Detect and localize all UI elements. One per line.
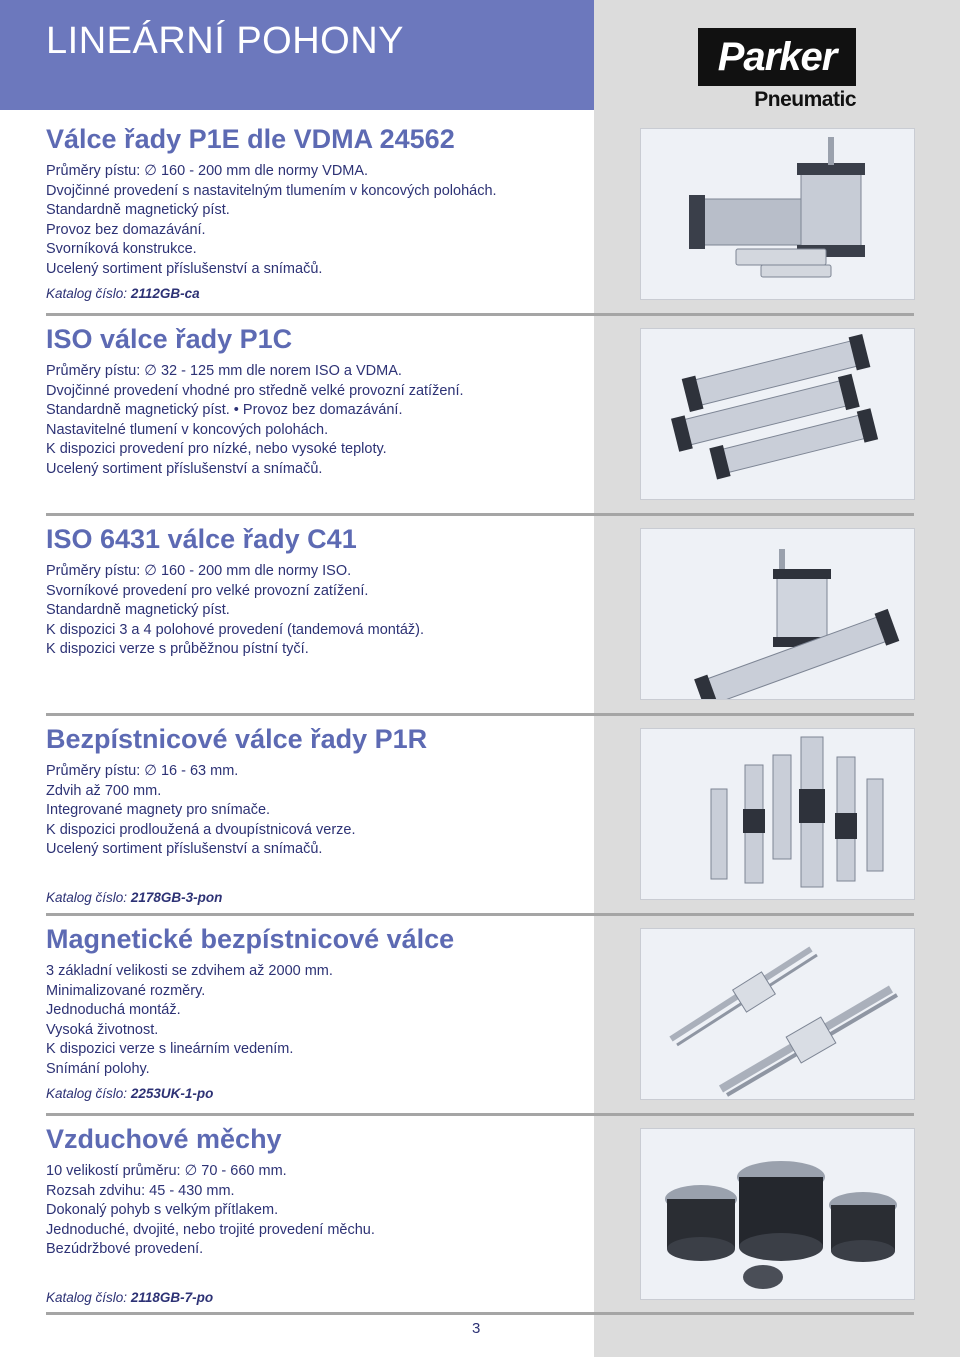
section-line: Průměry pístu: ∅ 32 - 125 mm dle norem ISO a VDMA.: [46, 363, 402, 379]
catalog-number: 2253UK-1-po: [130, 1085, 214, 1101]
section-line: K dispozici verze s průběžnou pístní tyčí.: [46, 641, 309, 658]
section-line: Průměry pístu: ∅ 160 - 200 mm dle normy VDMA.: [46, 163, 369, 179]
section-line: Nastavitelné tlumení v koncových polohách.: [46, 421, 329, 438]
catalog-number: 2118GB-7-po: [130, 1289, 214, 1305]
section-line: Provoz bez domazávání.: [46, 221, 206, 238]
parker-logo-sub: Pneumatic: [754, 88, 856, 111]
catalog-label: Katalog číslo:: [46, 1289, 128, 1305]
catalog-reference: [46, 890, 576, 905]
section-title: Vzduchové měchy: [46, 1124, 282, 1154]
section-line: Jednoduchá montáž.: [46, 1002, 181, 1019]
section-divider: [46, 313, 914, 316]
catalog-label: Katalog číslo:: [46, 285, 128, 301]
page-title: LINEÁRNÍ POHONY: [46, 20, 405, 62]
catalog-label: Katalog číslo:: [46, 889, 128, 905]
catalog-number: 2178GB-3-pon: [130, 889, 223, 905]
section-line: K dispozici provedení pro nízké, nebo vysoké teploty.: [46, 441, 387, 458]
section-line: Svorníková konstrukce.: [46, 241, 197, 258]
section-line: Ucelený sortiment příslušenství a snímačů.: [46, 260, 323, 277]
section-line: Snímání polohy.: [46, 1060, 150, 1077]
section-divider: [46, 713, 914, 716]
page-number: 3: [472, 1320, 481, 1337]
product-photo-p1e: [640, 128, 915, 300]
catalog-reference: [46, 1086, 576, 1101]
section-divider: [46, 513, 914, 516]
section-title: Bezpístnicové válce řady P1R: [46, 724, 428, 754]
section-title: Magnetické bezpístnicové válce: [46, 924, 455, 954]
section-line: 3 základní velikosti se zdvihem až 2000 mm.: [46, 963, 333, 979]
section-line: Zdvih až 700 mm.: [46, 782, 162, 799]
section-title: ISO 6431 válce řady C41: [46, 524, 357, 554]
catalog-reference: [46, 1290, 576, 1305]
section-line: Integrované magnety pro snímače.: [46, 802, 271, 819]
parker-logo: [698, 28, 856, 112]
section-line: Rozsah zdvihu: 45 - 430 mm.: [46, 1182, 235, 1199]
parker-logo-mark: Parker: [698, 28, 856, 86]
product-photo-air-bellows: [640, 1128, 915, 1300]
section-air-bellows: [46, 1122, 576, 1305]
section-line: Průměry pístu: ∅ 16 - 63 mm.: [46, 763, 239, 779]
product-photo-p1r: [640, 728, 915, 900]
section-line: Průměry pístu: ∅ 160 - 200 mm dle normy ISO.: [46, 563, 352, 579]
section-line: K dispozici 3 a 4 polohové provedení (tandemová montáž).: [46, 621, 425, 638]
catalog-reference: [46, 286, 576, 301]
section-divider: [46, 1312, 914, 1315]
section-line: Dokonalý pohyb s velkým přítlakem.: [46, 1202, 279, 1219]
section-line: Standardně magnetický píst.: [46, 202, 230, 219]
catalog-label: Katalog číslo:: [46, 1085, 128, 1101]
section-c41: [46, 522, 576, 660]
section-line: Minimalizované rozměry.: [46, 982, 206, 999]
section-line: Ucelený sortiment příslušenství a snímačů.: [46, 841, 323, 858]
section-divider: [46, 913, 914, 916]
section-line: Vysoká životnost.: [46, 1021, 159, 1038]
product-photo-c41: [640, 528, 915, 700]
section-title: Válce řady P1E dle VDMA 24562: [46, 124, 455, 154]
section-p1e: [46, 122, 576, 301]
section-title: ISO válce řady P1C: [46, 324, 293, 354]
section-p1c: [46, 322, 576, 480]
section-line: K dispozici verze s lineárním vedením.: [46, 1041, 294, 1058]
section-magnetic-rodless: [46, 922, 576, 1101]
catalog-number: 2112GB-ca: [130, 285, 200, 301]
section-line: Ucelený sortiment příslušenství a snímačů.: [46, 460, 323, 477]
section-line: Dvojčinné provedení s nastavitelným tlumením v koncových polohách.: [46, 182, 497, 199]
section-line: K dispozici prodloužená a dvoupístnicová verze.: [46, 821, 356, 838]
section-divider: [46, 1113, 914, 1116]
section-line: Standardně magnetický píst. • Provoz bez domazávání.: [46, 402, 403, 419]
section-line: Jednoduché, dvojité, nebo trojité provedení měchu.: [46, 1221, 375, 1238]
section-line: 10 velikostí průměru: ∅ 70 - 660 mm.: [46, 1163, 287, 1179]
section-p1r: [46, 722, 576, 905]
section-line: Standardně magnetický píst.: [46, 602, 230, 619]
section-line: Dvojčinné provedení vhodné pro středně velké provozní zatížení.: [46, 382, 464, 399]
product-photo-magnetic-rodless: [640, 928, 915, 1100]
section-line: Bezúdržbové provedení.: [46, 1241, 204, 1258]
section-line: Svorníkové provedení pro velké provozní zatížení.: [46, 582, 369, 599]
product-photo-p1c: [640, 328, 915, 500]
